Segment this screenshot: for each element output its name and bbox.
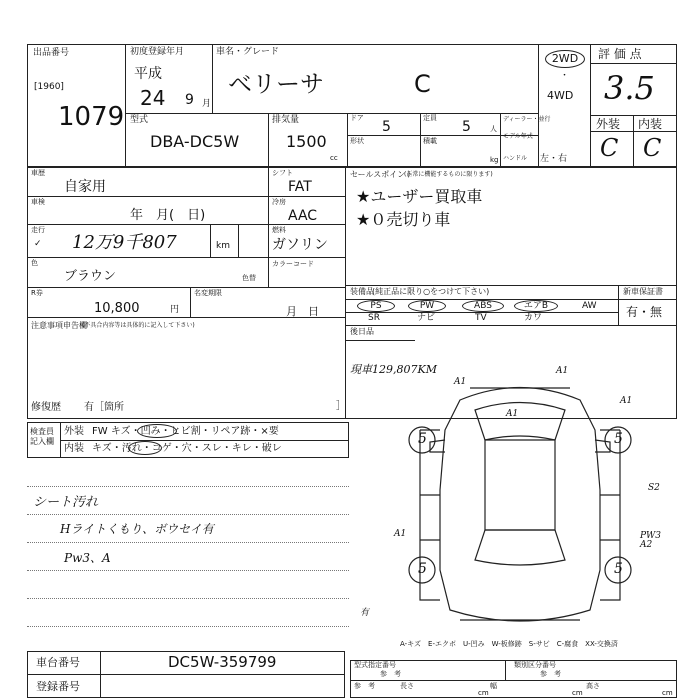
- shift-label: シフト: [272, 169, 293, 177]
- circled-dirt: [128, 441, 162, 455]
- damage-mark-5: S2: [648, 483, 660, 493]
- equipment-label: 装備品: [350, 287, 374, 296]
- divider: [590, 63, 677, 64]
- divider: [190, 287, 191, 317]
- handwritten-note-2: Hライトくもり、ボウセイ有: [60, 522, 214, 536]
- repair-label: 修復歴: [31, 402, 61, 413]
- equipment-label-sub: (純正品に限り○をつけて下さい): [372, 287, 490, 296]
- equip-abs: ABS: [462, 300, 504, 312]
- divider: [27, 196, 345, 197]
- interior-grade: C: [643, 134, 662, 162]
- note-line: [27, 542, 349, 543]
- ac-label: 冷房: [272, 198, 286, 206]
- equip-ps: PS: [357, 300, 395, 312]
- divider: [345, 299, 677, 300]
- shift-value: FAT: [288, 179, 312, 195]
- drive-4wd: 4WD: [547, 89, 574, 102]
- divider: [347, 113, 538, 114]
- handle-value: 左・右: [540, 154, 568, 164]
- fuel-label: 燃料: [272, 226, 286, 234]
- notes-sub: (不具合内容等は具体的に記入して下さい): [82, 322, 195, 329]
- ref-label-2: 参 考: [540, 670, 561, 678]
- model-label: 車名・グレード: [216, 47, 280, 57]
- door-label: ドア: [350, 114, 364, 122]
- mileage-check: ✓: [34, 239, 42, 249]
- circled-scratch-dent: [137, 424, 177, 438]
- divider: [347, 113, 348, 167]
- divider: [350, 680, 677, 681]
- divider: [210, 224, 211, 257]
- sales-point-2: ★０売切り車: [356, 210, 451, 229]
- drive-dot: ・: [560, 71, 570, 81]
- height-unit: cm: [662, 689, 673, 697]
- displacement-value: 1500: [286, 132, 327, 151]
- inspector-label: 検査員記入欄: [30, 427, 54, 446]
- diagram-mileage-note: 現車129,807KM: [350, 363, 437, 376]
- ac-value: AAC: [288, 208, 318, 224]
- shape-label: 形状: [350, 137, 364, 145]
- note-line: [27, 626, 349, 627]
- load-unit: kg: [490, 156, 499, 164]
- reg-label: 登録番号: [36, 680, 80, 693]
- reg-year: 24: [140, 86, 166, 110]
- divider: [60, 440, 349, 441]
- title-change-label: 名変期限: [194, 289, 222, 297]
- length-label: 長さ: [400, 682, 414, 690]
- fuel-value: ガソリン: [272, 237, 328, 253]
- width-label: 幅: [490, 682, 497, 690]
- seats-unit: 人: [490, 125, 497, 133]
- divider: [268, 113, 269, 167]
- score-label: 評 価 点: [598, 47, 642, 61]
- divider: [590, 131, 677, 132]
- damage-mark-4: A1: [620, 396, 633, 406]
- chassis-label: 車台番号: [36, 656, 80, 669]
- displacement-label: 排気量: [272, 115, 300, 125]
- divider: [538, 44, 539, 167]
- tire-mark-fl: 5: [418, 431, 427, 447]
- divider: [238, 224, 239, 257]
- load-label: 積載: [423, 137, 437, 145]
- damage-mark-3: A1: [506, 409, 519, 419]
- inspector-interior-prefix: 内装: [64, 443, 84, 454]
- score-value: 3.5: [604, 69, 655, 107]
- recycle-value: 10,800: [94, 301, 140, 316]
- inspection-label: 車検: [31, 198, 45, 206]
- divider: [420, 113, 421, 167]
- sales-label-sub: (正常に機能するものに限ります): [404, 171, 493, 178]
- divider: [345, 167, 346, 419]
- length-unit: cm: [478, 689, 489, 697]
- inspector-interior-items: キズ・汚れ・コゲ・穴・スレ・キレ・破レ: [92, 443, 282, 454]
- divider: [633, 115, 634, 167]
- divider: [27, 224, 345, 225]
- era: 平成: [134, 66, 162, 82]
- inspector-exterior-items: FW キズ・凹み・ヒビ割・リペア跡・×要: [92, 426, 279, 437]
- first-reg-label: 初度登録年月: [130, 47, 185, 57]
- note-line: [27, 598, 349, 599]
- equip-aw: AW: [582, 301, 597, 311]
- damage-mark-1: A1: [454, 377, 467, 387]
- tire-mark-rr: 5: [614, 561, 623, 577]
- displacement-unit: cc: [330, 154, 338, 162]
- type-label: 型式: [130, 115, 149, 125]
- divider: [345, 325, 677, 326]
- divider: [27, 317, 345, 318]
- handle-label: ハンドル: [503, 155, 528, 162]
- equip-leather: カワ: [524, 313, 543, 323]
- type-designation-label: 型式指定番号: [354, 661, 396, 669]
- color-label: 色: [31, 259, 38, 267]
- divider: [505, 660, 506, 680]
- title-change-value: 月 日: [286, 305, 319, 318]
- lot-label: 出品番号: [33, 48, 70, 58]
- chassis-value: DC5W-359799: [168, 653, 277, 671]
- handwritten-note-3: Pw3、A: [64, 551, 111, 565]
- color-value: ブラウン: [64, 269, 117, 284]
- reg-month: 9: [185, 92, 194, 108]
- lot-sub: [1960]: [34, 82, 64, 92]
- lot-number: 1079: [58, 102, 125, 132]
- divider: [27, 257, 345, 258]
- history-label: 車歴: [31, 169, 45, 177]
- category-label: 類別区分番号: [514, 661, 556, 669]
- diagram-legend: A-キズ E-エクボ U-凹み W-板修跡 S-サビ C-腐食 XX-交換済: [400, 640, 618, 648]
- warranty-label: 新車保証書: [623, 287, 663, 296]
- ref-label-3: 参 考: [354, 682, 375, 690]
- diagram-stamp: 有: [360, 608, 370, 618]
- reg-month-unit: 月: [202, 99, 212, 109]
- equip-pw: PW: [408, 300, 446, 312]
- divider: [125, 113, 347, 114]
- divider: [500, 113, 501, 167]
- divider: [345, 285, 677, 286]
- car-name: ベリーサ: [228, 70, 324, 98]
- equip-airbag: エアB: [514, 300, 558, 312]
- tire-mark-rl: 5: [418, 561, 427, 577]
- drive-2wd-circle: 2WD: [545, 50, 585, 68]
- recycle-unit: 円: [170, 305, 180, 315]
- exterior-label: 外装: [596, 117, 621, 131]
- divider: [125, 44, 126, 167]
- sales-label: セールスポイント: [350, 170, 414, 179]
- car-grade: C: [414, 70, 431, 98]
- color-code-label: カラーコード: [272, 260, 314, 268]
- equip-tv: TV: [475, 313, 487, 323]
- model-year-label: モデル年式: [503, 133, 533, 140]
- seats-label: 定員: [423, 114, 437, 122]
- car-diagram: [390, 370, 650, 640]
- repair-value: 有［箇所: [84, 402, 124, 413]
- exterior-grade: C: [600, 134, 619, 162]
- divider: [618, 285, 619, 325]
- divider: [268, 167, 269, 287]
- mileage-unit: km: [216, 241, 230, 251]
- tire-mark-fr: 5: [614, 431, 623, 447]
- note-line: [27, 570, 349, 571]
- note-line: [27, 486, 349, 487]
- recycle-label: R券: [31, 289, 43, 297]
- damage-mark-6: A1: [394, 529, 407, 539]
- after-label: 後日品: [350, 327, 374, 336]
- divider: [345, 340, 415, 341]
- divider: [27, 674, 345, 675]
- width-unit: cm: [572, 689, 583, 697]
- type-value: DBA-DC5W: [150, 132, 240, 151]
- equip-sr: SR: [368, 313, 380, 323]
- dealer-label: ディーラー・並行: [503, 116, 551, 123]
- divider: [212, 44, 213, 113]
- seats-value: 5: [462, 119, 471, 135]
- repair-close: ］: [336, 401, 346, 412]
- sales-point-1: ★ユーザー買取車: [356, 187, 483, 206]
- divider: [27, 287, 345, 288]
- ref-label-1: 参 考: [380, 670, 401, 678]
- mileage-label: 走行: [31, 226, 45, 234]
- mileage-value: 12万9千807: [72, 232, 177, 253]
- note-line: [27, 514, 349, 515]
- repaint-label: 色替: [242, 274, 256, 282]
- damage-mark-2: A1: [556, 366, 569, 376]
- notes-label: 注意事項申告欄: [31, 321, 87, 330]
- inspection-value: 年 月( 日): [130, 208, 206, 223]
- history-value: 自家用: [64, 179, 106, 195]
- door-value: 5: [382, 119, 391, 135]
- handwritten-note-1: シート汚れ: [33, 495, 99, 510]
- warranty-value: 有・無: [626, 305, 663, 319]
- interior-label: 内装: [638, 117, 663, 131]
- equip-navi: ナビ: [417, 313, 436, 323]
- inspector-exterior-prefix: 外装: [64, 426, 84, 437]
- damage-mark-7: PW3 A2: [640, 531, 662, 550]
- height-label: 高さ: [586, 682, 600, 690]
